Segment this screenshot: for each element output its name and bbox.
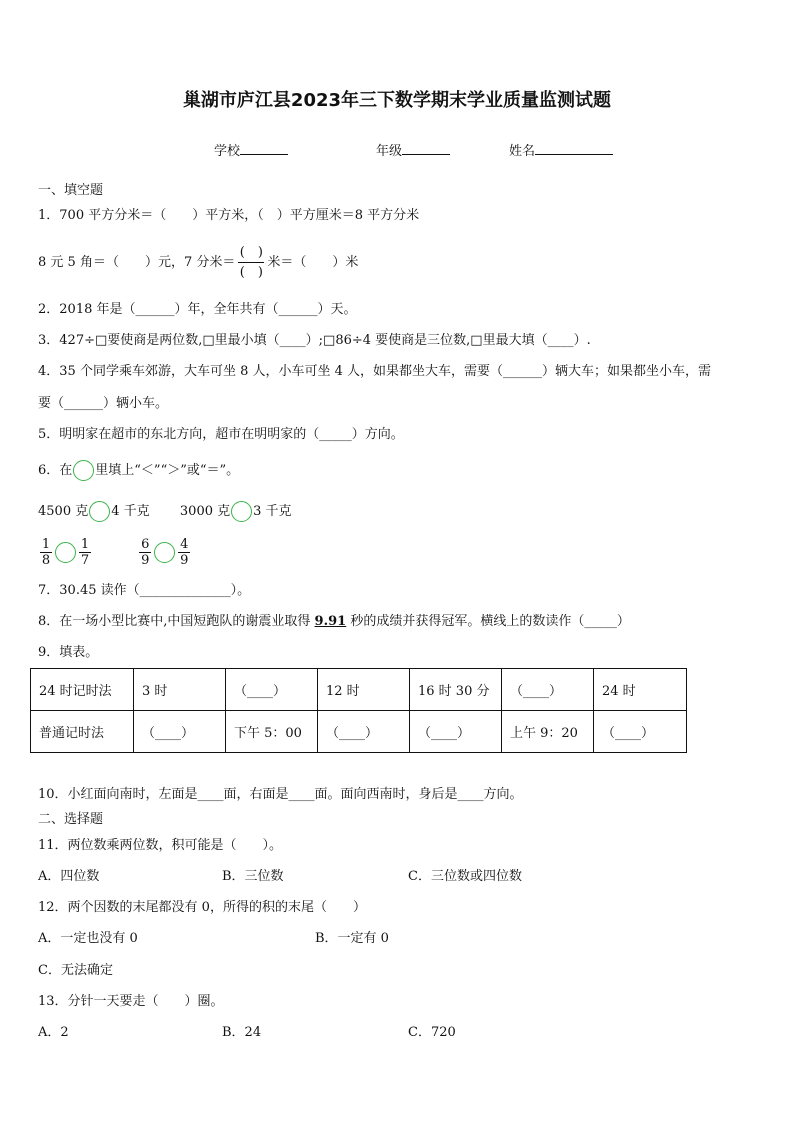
fraction-numerator: 1 — [80, 537, 90, 552]
compare-a-left: 4500 克 — [38, 504, 89, 519]
school-label: 学校 — [214, 144, 241, 159]
question-13-option-c[interactable]: C．720 — [408, 1025, 456, 1040]
question-1-text-a: 8 元 5 角＝（ ）元，7 分米＝ — [38, 255, 236, 270]
fraction-denominator: 9 — [180, 553, 189, 568]
fraction-numerator: 4 — [180, 537, 189, 552]
page-title: 巢湖市庐江县2023年三下数学期末学业质量监测试题 — [182, 90, 612, 111]
question-6-row-2 — [38, 536, 192, 570]
compare-b-right: 3 千克 — [253, 504, 292, 519]
grade-label: 年级 — [376, 144, 403, 159]
question-13-stem: 13．分针一天要走（ ）圈。 — [38, 994, 224, 1009]
question-5: 5．明明家在超市的东北方向，超市在明明家的（_____）方向。 — [38, 427, 404, 442]
table-cell: 上午 9：20 — [502, 711, 594, 753]
fraction-1-7 — [79, 538, 91, 567]
question-8-text-b: 秒的成绩并获得冠军。横线上的数读作（_____） — [346, 614, 630, 629]
grade-blank[interactable] — [402, 142, 450, 155]
compare-a-right: 4 千克 — [111, 504, 150, 519]
question-3: 3．427÷□要使商是两位数,□里最小填（____）;□86÷4 要使商是三位数,□里最大填（____）. — [38, 333, 591, 348]
name-label: 姓名 — [509, 144, 536, 159]
table-cell-blank[interactable]: （____） — [410, 711, 502, 753]
question-12-stem: 12．两个因数的末尾都没有 0，所得的积的末尾（ ） — [38, 900, 366, 915]
fraction-1-8 — [40, 538, 52, 567]
question-8-number: 9.91 — [314, 614, 347, 629]
fraction-numerator: ( ) — [239, 245, 263, 260]
fraction-6-9 — [139, 538, 151, 567]
question-12-option-c[interactable]: C．无法确定 — [38, 963, 113, 978]
table-cell-blank[interactable]: （____） — [226, 669, 318, 711]
question-8-text-a: 8．在一场小型比赛中,中国短跑队的谢震业取得 — [38, 614, 315, 629]
table-cell-blank[interactable]: （____） — [318, 711, 410, 753]
compare-circle-a[interactable] — [89, 501, 110, 522]
fraction-denominator: 7 — [80, 553, 90, 568]
question-8 — [38, 614, 630, 630]
fraction-numerator: 1 — [41, 537, 51, 552]
table-cell: 24 时 — [594, 669, 687, 711]
fraction-denominator: ( ) — [239, 265, 263, 280]
question-7: 7．30.45 读作（______________）。 — [38, 583, 251, 598]
table-cell: 24 时记时法 — [31, 669, 134, 711]
table-cell: 16 时 30 分 — [410, 669, 502, 711]
question-10: 10．小红面向南时，左面是____面，右面是____面。面向西南时，身后是____方向。 — [38, 787, 523, 802]
table-cell: 12 时 — [318, 669, 410, 711]
question-1-text-b: 米＝（ ）米 — [267, 255, 359, 270]
compare-circle-b[interactable] — [231, 501, 252, 522]
table-row — [31, 669, 687, 711]
question-6-text-a: 6．在 — [38, 463, 73, 478]
fraction-denominator: 8 — [41, 553, 51, 568]
question-11-option-b[interactable]: B．三位数 — [222, 869, 284, 884]
question-2: 2．2018 年是（______）年，全年共有（______）天。 — [38, 302, 357, 317]
question-12-option-b[interactable]: B．一定有 0 — [315, 931, 389, 946]
compare-circle-c[interactable] — [55, 542, 76, 563]
question-13-option-a[interactable]: A．2 — [38, 1025, 69, 1040]
question-12-option-a[interactable]: A．一定也没有 0 — [38, 931, 138, 946]
table-cell: 普通记时法 — [31, 711, 134, 753]
table-cell-blank[interactable]: （____） — [502, 669, 594, 711]
question-4-line-1: 4．35 个同学乘车郊游，大车可坐 8 人，小车可坐 4 人，如果都坐大车，需要（______）辆大车；如果都坐小车，需 — [38, 364, 712, 379]
question-13-option-b[interactable]: B．24 — [222, 1025, 262, 1040]
question-11-option-c[interactable]: C．三位数或四位数 — [408, 869, 522, 884]
section-choice-heading: 二、选择题 — [38, 812, 104, 827]
compare-circle-d[interactable] — [154, 542, 175, 563]
fraction-4-9 — [178, 538, 190, 567]
question-1-line-2 — [38, 243, 358, 283]
question-6-intro — [38, 459, 239, 483]
fraction-numerator: 6 — [141, 537, 150, 552]
table-cell-blank[interactable]: （____） — [134, 711, 226, 753]
question-1-line-1: 1．700 平方分米＝（ ）平方米，（ ）平方厘米＝8 平方分米 — [38, 208, 420, 223]
question-6-row-1 — [38, 500, 292, 524]
section-fill-heading: 一、填空题 — [38, 183, 104, 198]
fraction-denominator: 9 — [141, 553, 150, 568]
compare-circle — [73, 460, 94, 481]
school-field[interactable] — [214, 142, 288, 160]
question-4-line-2: 要（______）辆小车。 — [38, 396, 169, 411]
compare-b-left: 3000 克 — [179, 504, 231, 519]
school-blank[interactable] — [240, 142, 288, 155]
name-blank[interactable] — [535, 142, 613, 155]
name-field[interactable] — [509, 142, 613, 160]
fraction-blank[interactable] — [238, 245, 264, 280]
question-11-option-a[interactable]: A．四位数 — [38, 869, 100, 884]
table-cell: 3 时 — [134, 669, 226, 711]
question-6-text-b: 里填上“＜”“＞”或“＝”。 — [95, 463, 240, 478]
time-table — [30, 668, 687, 753]
grade-field[interactable] — [376, 142, 450, 160]
table-cell: 下午 5：00 — [226, 711, 318, 753]
table-cell-blank[interactable]: （____） — [594, 711, 687, 753]
question-9-label: 9．填表。 — [38, 645, 99, 660]
question-11-stem: 11．两位数乘两位数，积可能是（ ）。 — [38, 838, 283, 853]
table-row — [31, 711, 687, 753]
